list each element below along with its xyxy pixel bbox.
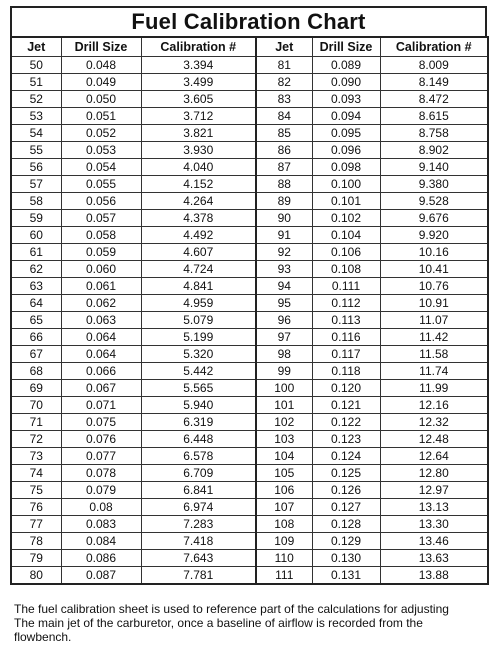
table-row [11,261,488,278]
jet-cell: 83 [256,91,312,108]
column-header-drill-size: Drill Size [61,37,141,57]
calibration-cell: 9.676 [380,210,488,227]
jet-cell: 77 [11,516,61,533]
drill-size-cell: 0.051 [61,108,141,125]
table-row [11,482,488,499]
drill-size-cell: 0.102 [312,210,380,227]
table-row [11,397,488,414]
table-row [11,227,488,244]
calibration-cell: 4.040 [141,159,256,176]
calibration-cell: 8.758 [380,125,488,142]
footnote-line: The fuel calibration sheet is used to reference part of the calculations for adjusting [14,602,449,616]
table-row [11,550,488,567]
calibration-sheet [10,6,487,585]
calibration-cell: 9.920 [380,227,488,244]
jet-cell: 103 [256,431,312,448]
drill-size-cell: 0.104 [312,227,380,244]
jet-cell: 81 [256,57,312,74]
jet-cell: 57 [11,176,61,193]
jet-cell: 97 [256,329,312,346]
drill-size-cell: 0.112 [312,295,380,312]
drill-size-cell: 0.125 [312,465,380,482]
jet-cell: 94 [256,278,312,295]
calibration-cell: 6.448 [141,431,256,448]
jet-cell: 50 [11,57,61,74]
calibration-cell: 11.74 [380,363,488,380]
table-row [11,244,488,261]
calibration-cell: 12.48 [380,431,488,448]
table-row [11,176,488,193]
calibration-cell: 12.97 [380,482,488,499]
table-row [11,346,488,363]
calibration-cell: 6.841 [141,482,256,499]
jet-cell: 79 [11,550,61,567]
table-row [11,533,488,550]
footnote-line: flowbench. [14,630,72,644]
calibration-cell: 13.63 [380,550,488,567]
table-row [11,125,488,142]
drill-size-cell: 0.050 [61,91,141,108]
drill-size-cell: 0.062 [61,295,141,312]
jet-cell: 100 [256,380,312,397]
calibration-cell: 3.712 [141,108,256,125]
table-row [11,278,488,295]
table-row [11,108,488,125]
jet-cell: 55 [11,142,61,159]
drill-size-cell: 0.120 [312,380,380,397]
jet-cell: 62 [11,261,61,278]
calibration-cell: 3.605 [141,91,256,108]
footnote-line: The main jet of the carburetor, once a baseline of airflow is recorded from the [14,616,423,630]
calibration-cell: 10.16 [380,244,488,261]
jet-cell: 102 [256,414,312,431]
jet-cell: 53 [11,108,61,125]
drill-size-cell: 0.130 [312,550,380,567]
jet-cell: 101 [256,397,312,414]
table-body [11,57,488,585]
jet-cell: 73 [11,448,61,465]
calibration-cell: 13.46 [380,533,488,550]
drill-size-cell: 0.122 [312,414,380,431]
jet-cell: 56 [11,159,61,176]
calibration-cell: 13.13 [380,499,488,516]
drill-size-cell: 0.052 [61,125,141,142]
drill-size-cell: 0.059 [61,244,141,261]
table-row [11,295,488,312]
calibration-cell: 7.781 [141,567,256,585]
calibration-cell: 9.380 [380,176,488,193]
calibration-cell: 8.149 [380,74,488,91]
jet-cell: 72 [11,431,61,448]
jet-cell: 107 [256,499,312,516]
drill-size-cell: 0.129 [312,533,380,550]
calibration-cell: 11.58 [380,346,488,363]
column-header-jet: Jet [11,37,61,57]
calibration-cell: 7.418 [141,533,256,550]
drill-size-cell: 0.066 [61,363,141,380]
calibration-cell: 13.30 [380,516,488,533]
column-header-calibration: Calibration # [141,37,256,57]
table-row [11,465,488,482]
drill-size-cell: 0.093 [312,91,380,108]
drill-size-cell: 0.101 [312,193,380,210]
jet-cell: 95 [256,295,312,312]
table-row [11,91,488,108]
jet-cell: 76 [11,499,61,516]
table-row [11,74,488,91]
calibration-cell: 6.974 [141,499,256,516]
table-row [11,448,488,465]
drill-size-cell: 0.108 [312,261,380,278]
footnote [14,602,489,644]
calibration-cell: 8.472 [380,91,488,108]
drill-size-cell: 0.061 [61,278,141,295]
drill-size-cell: 0.089 [312,57,380,74]
drill-size-cell: 0.057 [61,210,141,227]
calibration-cell: 7.283 [141,516,256,533]
jet-cell: 74 [11,465,61,482]
jet-cell: 71 [11,414,61,431]
jet-cell: 89 [256,193,312,210]
drill-size-cell: 0.071 [61,397,141,414]
calibration-cell: 4.959 [141,295,256,312]
jet-cell: 75 [11,482,61,499]
table-row [11,142,488,159]
jet-cell: 92 [256,244,312,261]
calibration-cell: 9.528 [380,193,488,210]
calibration-cell: 4.724 [141,261,256,278]
calibration-cell: 8.009 [380,57,488,74]
jet-cell: 87 [256,159,312,176]
jet-cell: 68 [11,363,61,380]
column-header-drill-size: Drill Size [312,37,380,57]
jet-cell: 66 [11,329,61,346]
calibration-cell: 5.940 [141,397,256,414]
table-row [11,431,488,448]
jet-cell: 104 [256,448,312,465]
drill-size-cell: 0.064 [61,346,141,363]
table-row [11,159,488,176]
drill-size-cell: 0.100 [312,176,380,193]
drill-size-cell: 0.076 [61,431,141,448]
jet-cell: 84 [256,108,312,125]
jet-cell: 93 [256,261,312,278]
drill-size-cell: 0.116 [312,329,380,346]
calibration-cell: 5.442 [141,363,256,380]
drill-size-cell: 0.064 [61,329,141,346]
drill-size-cell: 0.077 [61,448,141,465]
drill-size-cell: 0.113 [312,312,380,329]
table-row [11,210,488,227]
jet-cell: 78 [11,533,61,550]
calibration-cell: 11.07 [380,312,488,329]
calibration-cell: 10.76 [380,278,488,295]
drill-size-cell: 0.106 [312,244,380,261]
drill-size-cell: 0.079 [61,482,141,499]
drill-size-cell: 0.056 [61,193,141,210]
table-row [11,567,488,585]
calibration-cell: 8.902 [380,142,488,159]
drill-size-cell: 0.131 [312,567,380,585]
drill-size-cell: 0.124 [312,448,380,465]
jet-cell: 108 [256,516,312,533]
jet-cell: 80 [11,567,61,585]
table-row [11,193,488,210]
calibration-cell: 4.607 [141,244,256,261]
table-header-row [11,37,488,57]
drill-size-cell: 0.054 [61,159,141,176]
calibration-cell: 4.152 [141,176,256,193]
jet-cell: 61 [11,244,61,261]
drill-size-cell: 0.118 [312,363,380,380]
drill-size-cell: 0.060 [61,261,141,278]
drill-size-cell: 0.094 [312,108,380,125]
jet-cell: 99 [256,363,312,380]
calibration-cell: 4.492 [141,227,256,244]
jet-cell: 67 [11,346,61,363]
drill-size-cell: 0.096 [312,142,380,159]
drill-size-cell: 0.083 [61,516,141,533]
jet-cell: 110 [256,550,312,567]
table-row [11,312,488,329]
jet-cell: 96 [256,312,312,329]
drill-size-cell: 0.053 [61,142,141,159]
calibration-cell: 6.578 [141,448,256,465]
calibration-cell: 8.615 [380,108,488,125]
table-row [11,57,488,74]
calibration-cell: 4.264 [141,193,256,210]
calibration-cell: 3.821 [141,125,256,142]
calibration-cell: 5.199 [141,329,256,346]
drill-size-cell: 0.121 [312,397,380,414]
calibration-cell: 11.42 [380,329,488,346]
calibration-cell: 11.99 [380,380,488,397]
calibration-cell: 6.319 [141,414,256,431]
jet-cell: 65 [11,312,61,329]
drill-size-cell: 0.08 [61,499,141,516]
drill-size-cell: 0.049 [61,74,141,91]
drill-size-cell: 0.095 [312,125,380,142]
drill-size-cell: 0.055 [61,176,141,193]
jet-cell: 51 [11,74,61,91]
calibration-cell: 7.643 [141,550,256,567]
drill-size-cell: 0.128 [312,516,380,533]
drill-size-cell: 0.048 [61,57,141,74]
jet-cell: 54 [11,125,61,142]
chart-title: Fuel Calibration Chart [10,6,487,36]
table-row [11,363,488,380]
drill-size-cell: 0.058 [61,227,141,244]
jet-cell: 52 [11,91,61,108]
jet-cell: 82 [256,74,312,91]
jet-cell: 106 [256,482,312,499]
drill-size-cell: 0.126 [312,482,380,499]
calibration-cell: 12.80 [380,465,488,482]
drill-size-cell: 0.084 [61,533,141,550]
calibration-cell: 13.88 [380,567,488,585]
drill-size-cell: 0.067 [61,380,141,397]
jet-cell: 109 [256,533,312,550]
drill-size-cell: 0.123 [312,431,380,448]
drill-size-cell: 0.111 [312,278,380,295]
drill-size-cell: 0.098 [312,159,380,176]
calibration-cell: 3.930 [141,142,256,159]
drill-size-cell: 0.087 [61,567,141,585]
table-row [11,499,488,516]
drill-size-cell: 0.090 [312,74,380,91]
calibration-cell: 5.079 [141,312,256,329]
jet-cell: 70 [11,397,61,414]
jet-cell: 86 [256,142,312,159]
jet-cell: 64 [11,295,61,312]
calibration-cell: 10.41 [380,261,488,278]
calibration-cell: 12.16 [380,397,488,414]
calibration-cell: 3.394 [141,57,256,74]
column-header-calibration: Calibration # [380,37,488,57]
calibration-cell: 4.378 [141,210,256,227]
jet-cell: 58 [11,193,61,210]
drill-size-cell: 0.127 [312,499,380,516]
table-row [11,380,488,397]
calibration-cell: 12.64 [380,448,488,465]
drill-size-cell: 0.117 [312,346,380,363]
drill-size-cell: 0.075 [61,414,141,431]
jet-cell: 91 [256,227,312,244]
calibration-cell: 6.709 [141,465,256,482]
jet-cell: 111 [256,567,312,585]
drill-size-cell: 0.078 [61,465,141,482]
jet-cell: 60 [11,227,61,244]
drill-size-cell: 0.086 [61,550,141,567]
jet-cell: 63 [11,278,61,295]
column-header-jet: Jet [256,37,312,57]
calibration-cell: 9.140 [380,159,488,176]
table-row [11,414,488,431]
table-row [11,329,488,346]
calibration-cell: 10.91 [380,295,488,312]
jet-cell: 85 [256,125,312,142]
jet-cell: 98 [256,346,312,363]
calibration-cell: 4.841 [141,278,256,295]
jet-cell: 105 [256,465,312,482]
calibration-cell: 5.565 [141,380,256,397]
calibration-cell: 3.499 [141,74,256,91]
drill-size-cell: 0.063 [61,312,141,329]
jet-cell: 88 [256,176,312,193]
table-row [11,516,488,533]
jet-cell: 59 [11,210,61,227]
jet-cell: 69 [11,380,61,397]
jet-cell: 90 [256,210,312,227]
calibration-cell: 12.32 [380,414,488,431]
calibration-table [10,36,489,585]
calibration-cell: 5.320 [141,346,256,363]
